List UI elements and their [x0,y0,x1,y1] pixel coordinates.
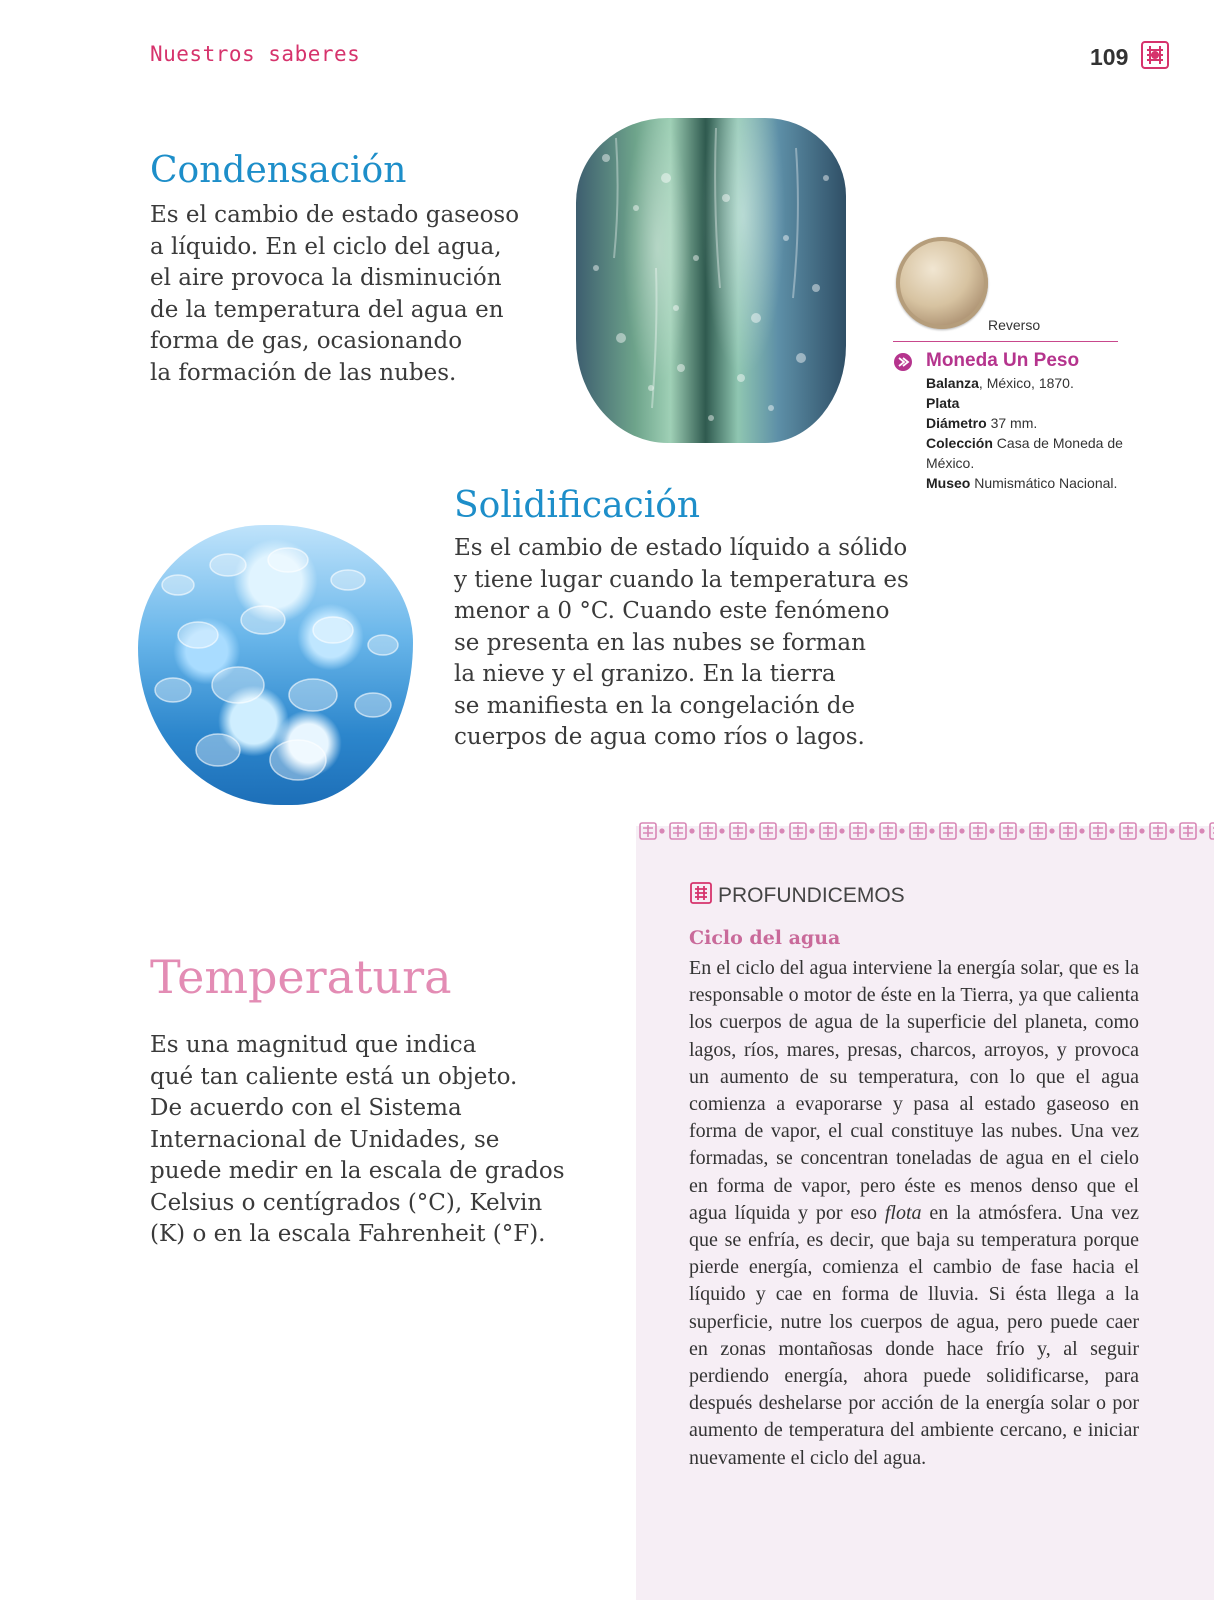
body-italic: flota [884,1201,922,1224]
ornament-band-decoration [636,818,1214,844]
body-part-2: en la atmósfera. Una vez que se enfría, es decir, que baja su temperatura porque pierde energía, comienza el cambio de fase hacia el líquido y cae en forma de lluvia. Si ésta llega a la superficie, nutre los cuerpos de agua, pero puede caer en zonas montañosas donde hace frío y, al seguir perdiendo energía, ahora puede solidificarse, para después deshelarse por acción de la energía solar o por aumento de temperatura del ambiente cercano, e iniciar nuevamente el ciclo del agua. [689,1201,1139,1469]
ornament-motif-detail [1063,825,1073,837]
coin-line5: Numismático Nacional. [970,475,1118,491]
ornament-motif-detail [973,825,983,837]
body-part-1: En el ciclo del agua interviene la energía solar, que es la responsable o motor de éste en la Tierra, ya que calienta los cuerpos de agua de la superficie del planeta, como lagos, ríos, mares, presas, charcos, arroyos, y provoca un aumento de su temperatura, con lo que el agua comienza a evaporarse y pasa al estado gaseoso en forma de vapor, el cual constituye las nubes. Una vez formadas, se concentran toneladas de agua en el cielo en forma de vapor, pero éste es menos denso que el agua líquida y por eso [689,957,1139,1224]
coin-line1-bold: Balanza [926,375,979,391]
ornament-dot [900,829,904,833]
ornament-motif-detail [763,825,773,837]
ornament-motif-detail [1093,825,1103,837]
coin-info [926,373,1126,493]
ornament-dot [1050,829,1054,833]
ornament-motif-detail [1003,825,1013,837]
ornament-dot [1200,829,1204,833]
water-drops-decoration [576,118,846,443]
ornament-dot [1110,829,1114,833]
ornament-motif-detail [793,825,803,837]
profundicemos-body [689,955,1139,1472]
ornament-motif-detail [913,825,923,837]
coin-line2-bold: Plata [926,395,960,411]
ornament-dot [780,829,784,833]
coin-line3-bold: Diámetro [926,415,987,431]
ornament-motif-detail [703,825,713,837]
ornament-dot [840,829,844,833]
profundicemos-subtitle: Ciclo del agua [689,927,841,949]
arrow-circle-icon [893,352,913,372]
ornament-motif-detail [823,825,833,837]
coin-divider [893,341,1118,342]
ice-image [138,525,413,805]
aztec-glyph-icon [688,880,714,906]
ornament-motif-detail [943,825,953,837]
profundicemos-heading: PROFUNDICEMOS [718,884,905,907]
rain-window-image [576,118,846,443]
coin-title: Moneda Un Peso [926,350,1080,371]
ornament-motif-detail [1033,825,1043,837]
ornament-dot [810,829,814,833]
condensacion-title: Condensación [150,150,407,191]
solidificacion-title: Solidificación [454,485,701,526]
ornament-motif-detail [1183,825,1193,837]
ornament-dot [1080,829,1084,833]
coin-caption: Reverso [988,317,1041,333]
ornament-motif-detail [1123,825,1133,837]
ornament-dot [870,829,874,833]
ornament-dot [1020,829,1024,833]
coin-line3: 37 mm. [986,415,1038,431]
ornament-motif-detail [883,825,893,837]
ornament-motif-detail [643,825,653,837]
coin-line1: , México, 1870. [978,375,1074,391]
ornament-motif-detail [733,825,743,837]
ornament-dot [1140,829,1144,833]
ornament-motif-detail [853,825,863,837]
ice-bubbles-decoration [138,525,413,805]
ornament-dot [660,829,664,833]
ornament-dot [990,829,994,833]
running-head: Nuestros saberes [150,42,361,66]
condensacion-text: Es el cambio de estado gaseoso a líquido. En el ciclo del agua, el aire provoca la disminución de la temperatura del agua en forma de gas, ocasionando la formación de las nubes. [150,202,520,386]
page-number: 109 [1090,44,1129,70]
ornament-dot [750,829,754,833]
ornament-motif-detail [673,825,683,837]
ornament-motif [1210,823,1214,839]
aztec-glyph-icon [1138,38,1172,72]
coin-line4-bold: Colección [926,435,993,451]
coin-line4: Casa de Moneda de México. [926,435,1123,471]
solidificacion-text: Es el cambio de estado líquido a sólido y tiene lugar cuando la temperatura es menor a 0 °C. Cuando este fenómeno se presenta en las nubes se forman la nieve y el granizo. En la tierra se manifiesta en la congelación de cuerpos de agua como ríos o lagos. [454,535,909,750]
temperatura-title: Temperatura [150,950,452,1004]
ornament-dot [960,829,964,833]
ornament-dot [690,829,694,833]
coin-image [896,237,988,329]
ornament-dot [930,829,934,833]
ornament-dot [720,829,724,833]
temperatura-text: Es una magnitud que indica qué tan caliente está un objeto. De acuerdo con el Sistema Internacional de Unidades, se puede medir en la escala de grados Celsius o centígrados (°C), Kelvin (K) o en la escala Fahrenheit (°F). [150,1032,565,1247]
ornament-motif-detail [1153,825,1163,837]
ornament-dot [1170,829,1174,833]
coin-line5-bold: Museo [926,475,971,491]
